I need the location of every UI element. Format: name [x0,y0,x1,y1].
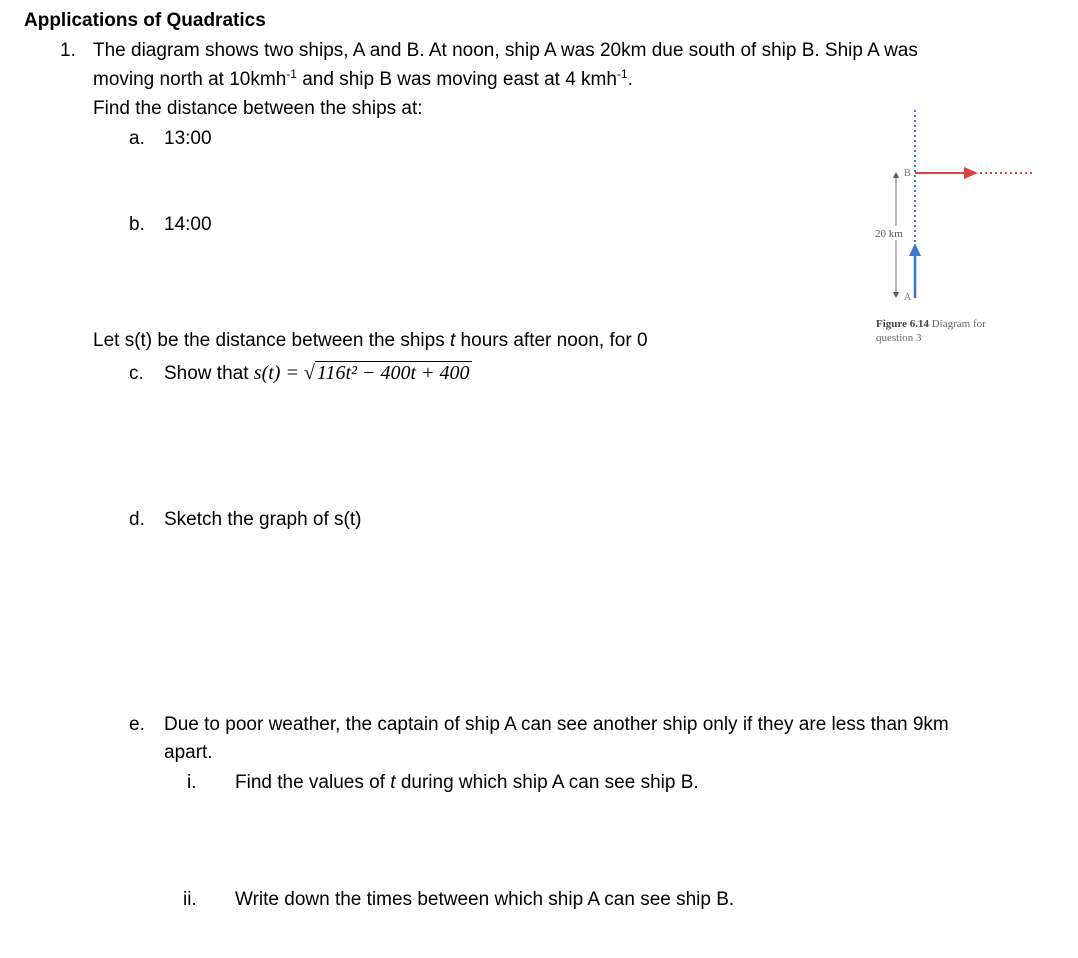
intro-end: . [627,69,633,90]
part-c-text: Show that [164,363,254,384]
figure-caption-line2: question 3 [876,331,922,344]
figure-caption-line1 [876,318,986,332]
let-statement [93,330,648,353]
ships-diagram [860,100,1050,315]
ship-b-label: B [904,168,911,179]
figure-caption-rest: Diagram for [928,318,986,330]
figure-caption-number: Figure 6.14 [876,318,929,330]
part-e-i-text-a: Find the values of [235,772,391,793]
part-e-ii-text: Write down the times between which ship A can see ship B. [235,889,735,910]
figure-caption [876,318,986,346]
ship-b-arrowhead [964,167,978,179]
intro-speed-b: and ship B was moving east at 4 kmh [296,69,617,90]
find-instruction: Find the distance between the ships at: [93,98,423,119]
part-e-i-label: i. [187,772,197,793]
part-b-text: 14:00 [164,214,212,235]
question-intro-line2 [93,69,633,92]
ship-a-label: A [904,292,912,303]
let-text-a: Let s(t) be the distance between the ships [93,330,450,351]
ship-a-arrowhead [909,243,921,256]
part-c-label: c. [129,363,144,384]
part-c-statement [164,361,472,386]
part-c-lhs: s(t) = [253,362,304,384]
part-b-label: b. [129,214,145,235]
part-e-i-text-b: during which ship A can see ship B. [395,772,699,793]
part-e-line1: Due to poor weather, the captain of ship A can see another ship only if they are less than 9km [164,714,949,735]
part-e-label: e. [129,714,145,735]
part-d-label: d. [129,509,145,530]
part-e-i-variable-t: t [390,772,396,793]
intro-sup-2: -1 [616,67,628,81]
let-text-b: hours after noon, for 0 [455,330,648,351]
question-number: 1. [60,40,76,61]
intro-sup-1: -1 [286,67,297,81]
dimension-arrow-up [893,172,899,178]
sqrt-symbol: √ [303,362,315,384]
part-a-text: 13:00 [164,128,212,149]
dimension-arrow-down [893,292,899,298]
distance-label: 20 km [875,228,903,240]
intro-speed-a: moving north at 10kmh [93,69,287,90]
part-c-sqrt-expression: 116t² − 400t + 400 [316,362,470,384]
page-title: Applications of Quadratics [24,10,266,31]
part-e-line2: apart. [164,742,213,763]
part-e-ii-label: ii. [183,889,197,910]
let-variable-t: t [450,330,456,351]
question-intro-line1: The diagram shows two ships, A and B. At noon, ship A was 20km due south of ship B. Ship A was [93,40,918,61]
part-a-label: a. [129,128,145,149]
part-d-text: Sketch the graph of s(t) [164,509,362,530]
part-e-i-text [235,772,699,795]
